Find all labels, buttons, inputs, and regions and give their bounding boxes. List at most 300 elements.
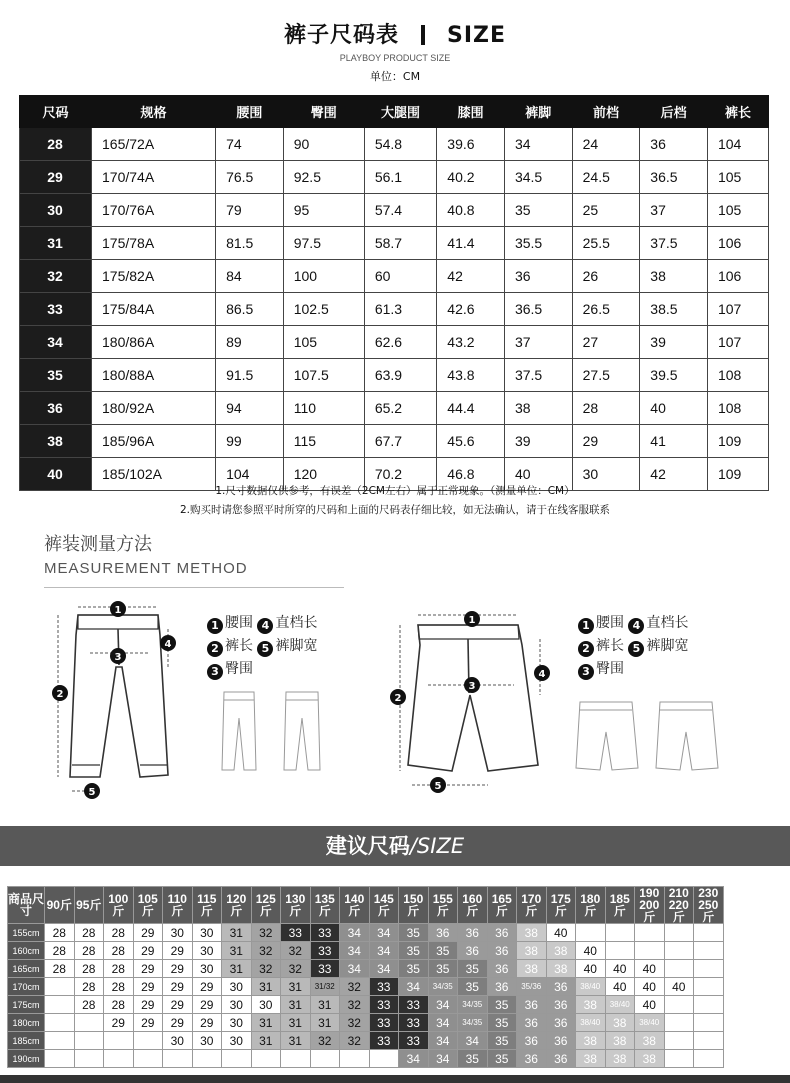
suggest-cell: 29 [133,996,163,1014]
size-col-header: 裤脚 [504,96,572,128]
svg-text:2: 2 [56,689,64,700]
suggest-cell: 30 [222,978,252,996]
suggest-cell: 34 [428,1032,458,1050]
table-row [20,293,769,326]
suggest-cell: 38 [517,924,547,942]
table-row [20,161,769,194]
table-cell: 43.2 [437,326,505,359]
table-cell: 70.2 [364,458,436,491]
table-row [8,1014,724,1032]
suggest-cell: 33 [310,942,340,960]
suggest-cell [133,1050,163,1068]
suggest-cell: 31 [251,1014,281,1032]
suggest-cell: 34/35 [458,996,488,1014]
size-col-header: 膝围 [437,96,505,128]
table-cell: 175/84A [92,293,216,326]
suggest-cell [694,960,724,978]
weight-header: 125斤 [251,887,281,924]
suggest-cell: 36 [546,1014,576,1032]
suggest-cell: 36 [546,978,576,996]
table-cell: 37 [640,194,708,227]
shorts-legend [578,612,688,681]
suggest-cell: 40 [605,960,635,978]
svg-text:3: 3 [114,652,122,663]
height-label: 170cm [8,978,45,996]
suggest-cell: 28 [74,942,104,960]
table-cell: 34 [504,128,572,161]
table-cell: 34.5 [504,161,572,194]
table-cell: 100 [283,260,364,293]
suggest-cell: 28 [104,996,134,1014]
unit-label: 单位：CM [369,70,421,83]
table-row [20,227,769,260]
suggest-cell [576,924,606,942]
size-col-header: 规格 [92,96,216,128]
legend-num: 5 [628,641,644,657]
suggest-cell [74,1014,104,1032]
suggest-cell: 28 [104,924,134,942]
table-cell: 110 [283,392,364,425]
suggest-cell: 36 [546,996,576,1014]
legend-label: 裤脚宽 [646,638,689,654]
table-cell: 26.5 [572,293,640,326]
table-cell: 30 [572,458,640,491]
suggest-cell: 38 [517,960,547,978]
suggest-cell: 38/40 [635,1014,665,1032]
suggest-cell [251,1050,281,1068]
suggest-cell [635,942,665,960]
suggest-cell: 38/40 [576,978,606,996]
page-title [0,18,790,49]
suggest-cell: 30 [222,996,252,1014]
suggest-cell [45,1032,75,1050]
suggest-cell: 33 [281,924,311,942]
table-cell: 107.5 [283,359,364,392]
table-cell: 97.5 [283,227,364,260]
table-cell: 94 [216,392,284,425]
suggest-cell [222,1050,252,1068]
table-cell: 107 [707,293,768,326]
suggest-cell: 40 [546,924,576,942]
suggest-cell: 40 [635,996,665,1014]
table-cell: 109 [707,458,768,491]
suggest-cell: 31/32 [310,978,340,996]
height-label: 160cm [8,942,45,960]
suggest-cell [694,942,724,960]
table-cell: 86.5 [216,293,284,326]
suggest-cell: 40 [605,978,635,996]
table-row [20,425,769,458]
suggest-cell: 34 [399,978,429,996]
suggest-cell: 36 [517,1014,547,1032]
table-cell: 45.6 [437,425,505,458]
table-cell: 42 [437,260,505,293]
suggest-cell: 28 [45,960,75,978]
pants-diagram [40,595,190,805]
suggest-cell: 28 [104,942,134,960]
suggest-cell: 30 [192,942,222,960]
table-cell: 38 [640,260,708,293]
table-cell: 104 [216,458,284,491]
legend-label: 裤长 [225,638,253,654]
suggest-cell [192,1050,222,1068]
svg-text:5: 5 [88,787,96,798]
suggest-cell: 38 [605,1014,635,1032]
table-cell: 36 [640,128,708,161]
size-label: 34 [20,326,92,359]
shorts-sketches [572,696,732,776]
height-label: 180cm [8,1014,45,1032]
suggest-cell: 31 [251,1032,281,1050]
suggest-cell: 36 [517,1032,547,1050]
table-row [8,924,724,942]
table-cell: 92.5 [283,161,364,194]
legend-label: 腰围 [596,615,624,631]
suggest-cell: 33 [369,996,399,1014]
suggest-cell: 35 [399,924,429,942]
suggest-cell: 29 [133,1014,163,1032]
suggest-cell: 31 [281,978,311,996]
table-cell: 60 [364,260,436,293]
suggest-cell: 31 [281,1032,311,1050]
table-cell: 79 [216,194,284,227]
suggest-cell: 32 [251,942,281,960]
table-cell: 61.3 [364,293,436,326]
table-cell: 74 [216,128,284,161]
suggest-cell: 36 [428,924,458,942]
weight-header: 165斤 [487,887,517,924]
suggest-cell: 36 [546,1032,576,1050]
weight-header: 140斤 [340,887,370,924]
table-cell: 90 [283,128,364,161]
suggest-cell [694,924,724,942]
pants-sketches [220,688,350,778]
suggest-cell: 35 [458,960,488,978]
legend-num: 3 [207,664,223,680]
suggest-cell: 36 [487,942,517,960]
table-cell: 105 [283,326,364,359]
table-cell: 54.8 [364,128,436,161]
weight-header: 210 220斤 [664,887,694,924]
table-cell: 185/96A [92,425,216,458]
table-cell: 65.2 [364,392,436,425]
legend-label: 裤脚宽 [275,638,318,654]
suggest-cell: 35 [428,942,458,960]
suggest-cell: 35 [458,978,488,996]
suggest-cell: 32 [310,1032,340,1050]
size-label: 36 [20,392,92,425]
suggest-cell: 34 [340,942,370,960]
svg-text:1: 1 [114,605,122,616]
table-cell: 35.5 [504,227,572,260]
suggest-cell: 29 [192,1014,222,1032]
table-cell: 62.6 [364,326,436,359]
page-header [0,18,790,84]
table-cell: 180/88A [92,359,216,392]
suggest-cell: 28 [45,942,75,960]
suggest-cell: 31 [222,924,252,942]
suggest-cell: 34/35 [428,978,458,996]
suggest-cell: 38 [517,942,547,960]
size-col-header: 大腿围 [364,96,436,128]
suggest-cell: 35 [399,960,429,978]
table-cell: 99 [216,425,284,458]
weight-header: 230 250斤 [694,887,724,924]
suggest-cell [281,1050,311,1068]
suggest-cell: 40 [576,960,606,978]
table-cell: 43.8 [437,359,505,392]
note-1: 1.尺寸数据仅供参考，有误差（2CM左右）属于正常现象。（测量单位：CM） [215,485,575,497]
table-cell: 41 [640,425,708,458]
table-row [20,260,769,293]
legend-num: 4 [628,618,644,634]
table-cell: 42 [640,458,708,491]
suggest-cell [605,924,635,942]
suggest-cell: 40 [635,978,665,996]
weight-header: 135斤 [310,887,340,924]
size-table-body [20,128,769,491]
title-en: SIZE [447,23,507,48]
suggest-cell: 32 [340,978,370,996]
table-cell: 57.4 [364,194,436,227]
table-cell: 120 [283,458,364,491]
suggest-cell: 30 [192,960,222,978]
table-cell: 37 [504,326,572,359]
suggest-cell: 33 [369,1032,399,1050]
suggest-cell: 35 [458,1050,488,1068]
table-cell: 105 [707,194,768,227]
suggest-cell: 38 [605,1050,635,1068]
suggest-cell [694,996,724,1014]
suggest-cell: 34 [369,960,399,978]
suggest-cell: 36 [487,978,517,996]
weight-header: 145斤 [369,887,399,924]
legend-label: 臀围 [596,661,624,677]
table-cell: 44.4 [437,392,505,425]
suggest-cell [664,1050,694,1068]
table-row [8,1032,724,1050]
suggest-cell [694,1032,724,1050]
suggest-cell: 30 [192,1032,222,1050]
suggest-cell: 28 [74,978,104,996]
suggest-cell [310,1050,340,1068]
suggest-cell: 36 [487,924,517,942]
suggest-cell: 28 [104,978,134,996]
suggest-cell: 32 [251,924,281,942]
table-row [20,326,769,359]
table-cell: 46.8 [437,458,505,491]
suggest-cell: 34 [369,942,399,960]
suggest-cell: 32 [281,942,311,960]
suggest-cell: 34 [340,960,370,978]
table-cell: 102.5 [283,293,364,326]
suggest-header-row [8,887,724,924]
weight-header: 110斤 [163,887,193,924]
weight-header: 95斤 [74,887,104,924]
suggest-cell [664,996,694,1014]
suggest-cell [664,924,694,942]
suggest-cell: 34/35 [458,1014,488,1032]
suggest-cell: 38 [576,1050,606,1068]
height-label: 165cm [8,960,45,978]
table-cell: 76.5 [216,161,284,194]
suggest-cell: 35 [487,1050,517,1068]
suggest-cell: 31 [222,942,252,960]
table-cell: 106 [707,227,768,260]
suggest-cell: 36 [546,1050,576,1068]
suggest-cell: 33 [399,1032,429,1050]
legend-label: 裤长 [596,638,624,654]
suggest-cell: 38 [605,1032,635,1050]
suggest-cell [45,1014,75,1032]
weight-header: 180斤 [576,887,606,924]
legend-num: 3 [578,664,594,680]
suggest-cell: 35 [487,1014,517,1032]
suggest-cell: 34 [399,1050,429,1068]
svg-text:1: 1 [468,615,476,626]
suggest-cell: 33 [310,924,340,942]
suggest-title-cn: 建议尺码 [325,834,410,858]
table-cell: 40.8 [437,194,505,227]
table-cell: 104 [707,128,768,161]
table-cell: 24 [572,128,640,161]
weight-header: 130斤 [281,887,311,924]
title-divider [421,25,425,45]
measurement-title-cn: 裤装测量方法 [44,534,152,555]
suggest-cell: 36 [458,942,488,960]
corner-label: 商品尺寸 [8,887,45,924]
table-cell: 185/102A [92,458,216,491]
suggest-cell: 34 [428,1014,458,1032]
suggest-cell: 34 [428,1050,458,1068]
measurement-title-en: MEASUREMENT METHOD [44,560,248,577]
table-cell: 24.5 [572,161,640,194]
table-row [20,359,769,392]
height-label: 185cm [8,1032,45,1050]
size-table [19,95,769,491]
suggest-cell: 35 [399,942,429,960]
suggest-cell: 38 [635,1050,665,1068]
suggest-cell [133,1032,163,1050]
suggest-cell: 32 [251,960,281,978]
table-cell: 27.5 [572,359,640,392]
title-cn: 裤子尺码表 [283,23,399,48]
weight-header: 160斤 [458,887,488,924]
height-label: 175cm [8,996,45,1014]
table-cell: 29 [572,425,640,458]
table-cell: 36 [504,260,572,293]
size-label: 35 [20,359,92,392]
legend-num: 2 [578,641,594,657]
legend-num: 5 [257,641,273,657]
table-cell: 175/82A [92,260,216,293]
suggest-cell: 33 [399,996,429,1014]
suggest-cell: 36 [517,1050,547,1068]
table-cell: 39 [504,425,572,458]
table-row [8,978,724,996]
suggest-cell: 30 [192,924,222,942]
suggest-cell: 35 [428,960,458,978]
suggest-cell: 30 [163,1032,193,1050]
suggest-cell: 29 [163,942,193,960]
suggest-cell [104,1050,134,1068]
suggest-cell: 32 [340,1014,370,1032]
table-cell: 95 [283,194,364,227]
table-row [20,128,769,161]
table-cell: 42.6 [437,293,505,326]
suggest-cell [74,1032,104,1050]
table-cell: 108 [707,392,768,425]
bottom-bar [0,1075,790,1083]
suggest-cell [45,978,75,996]
table-cell: 40 [640,392,708,425]
suggest-cell: 29 [133,942,163,960]
suggest-cell [45,996,75,1014]
suggest-cell: 38/40 [605,996,635,1014]
table-cell: 27 [572,326,640,359]
size-label: 28 [20,128,92,161]
table-row [8,942,724,960]
suggest-cell [340,1050,370,1068]
svg-text:4: 4 [164,639,172,650]
suggest-cell: 29 [192,996,222,1014]
table-cell: 25 [572,194,640,227]
suggest-cell: 38 [635,1032,665,1050]
weight-header: 120斤 [222,887,252,924]
table-cell: 84 [216,260,284,293]
suggest-cell [694,1014,724,1032]
table-row [8,960,724,978]
suggest-cell: 29 [163,978,193,996]
measurement-divider [44,587,344,588]
table-cell: 180/86A [92,326,216,359]
size-label: 33 [20,293,92,326]
table-cell: 108 [707,359,768,392]
suggest-cell: 32 [340,996,370,1014]
suggest-cell [74,1050,104,1068]
size-table-header [20,96,769,128]
weight-header: 170斤 [517,887,547,924]
table-cell: 40 [504,458,572,491]
suggest-cell: 29 [133,978,163,996]
suggest-cell: 38/40 [576,1014,606,1032]
table-cell: 36.5 [504,293,572,326]
legend-num: 4 [257,618,273,634]
table-cell: 39.5 [640,359,708,392]
table-cell: 38.5 [640,293,708,326]
suggest-cell: 28 [74,960,104,978]
suggest-cell [664,1014,694,1032]
suggest-cell: 29 [163,960,193,978]
table-cell: 170/74A [92,161,216,194]
table-row [20,392,769,425]
suggest-cell [605,942,635,960]
table-cell: 58.7 [364,227,436,260]
size-label: 30 [20,194,92,227]
svg-text:2: 2 [394,693,402,704]
suggest-cell: 38 [576,1032,606,1050]
size-label: 38 [20,425,92,458]
table-cell: 56.1 [364,161,436,194]
table-row [8,1050,724,1068]
suggest-cell: 29 [192,978,222,996]
pants-legend [207,612,317,681]
size-label: 32 [20,260,92,293]
suggest-cell: 29 [133,924,163,942]
suggest-cell: 38 [546,942,576,960]
suggest-cell: 36 [487,960,517,978]
suggest-cell: 33 [310,960,340,978]
